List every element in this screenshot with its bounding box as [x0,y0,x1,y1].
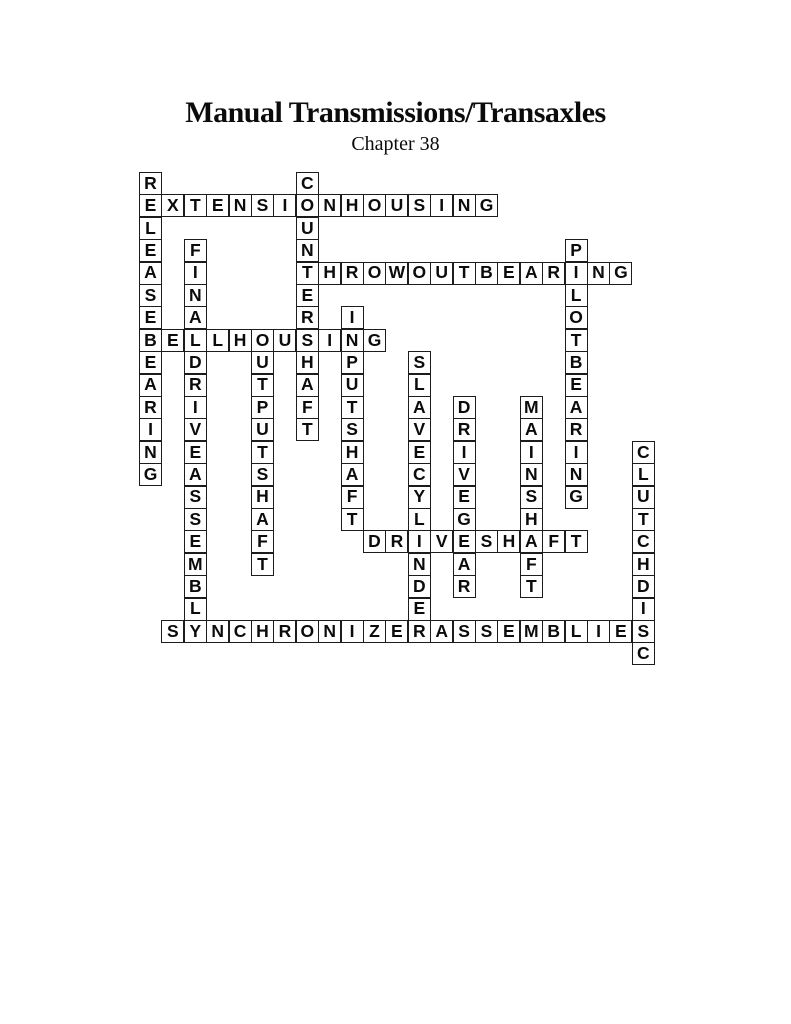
crossword-cell: U [273,329,296,352]
crossword-cell: S [475,530,498,553]
crossword-cell: L [408,374,431,397]
crossword-cell: A [184,463,207,486]
crossword-cell: R [341,262,364,285]
crossword-cell: T [565,530,588,553]
crossword-cell: O [296,194,319,217]
crossword-cell: E [139,351,162,374]
crossword-cell: T [341,396,364,419]
crossword-cell: S [139,284,162,307]
crossword-cell: G [139,463,162,486]
crossword-cell: D [408,575,431,598]
crossword-cell: X [161,194,184,217]
crossword-cell: D [184,351,207,374]
crossword-cell: S [296,329,319,352]
crossword-cell: V [453,463,476,486]
crossword-cell: B [475,262,498,285]
crossword-cell: N [520,463,543,486]
crossword-cell: U [385,194,408,217]
crossword-cell: F [341,486,364,509]
crossword-cell: I [341,306,364,329]
crossword-cell: H [632,553,655,576]
crossword-cell: C [296,172,319,195]
crossword-cell: E [408,598,431,621]
crossword-cell: E [497,262,520,285]
crossword-cell: E [408,441,431,464]
crossword-cell: T [341,508,364,531]
crossword-cell: H [251,620,274,643]
crossword-cell: C [229,620,252,643]
crossword-cell: G [363,329,386,352]
crossword-cell: I [565,441,588,464]
crossword-cell: D [363,530,386,553]
crossword-cell: I [453,441,476,464]
crossword-cell: N [206,620,229,643]
crossword-cell: U [251,351,274,374]
crossword-cell: A [341,463,364,486]
crossword-cell: I [139,418,162,441]
crossword-cell: U [341,374,364,397]
crossword-cell: S [520,486,543,509]
crossword-cell: E [453,486,476,509]
crossword-cell: M [520,620,543,643]
crossword-cell: U [632,486,655,509]
crossword-cell: T [296,418,319,441]
crossword-cell: R [385,530,408,553]
crossword-cell: L [565,620,588,643]
crossword-cell: I [632,598,655,621]
crossword-cell: A [184,306,207,329]
crossword-cell: R [296,306,319,329]
crossword-cell: A [430,620,453,643]
crossword-cell: S [408,351,431,374]
crossword-cell: D [453,396,476,419]
crossword-cell: W [385,262,408,285]
crossword-cell: Z [363,620,386,643]
crossword-cell: T [251,553,274,576]
crossword-cell: E [139,194,162,217]
crossword-cell: F [520,553,543,576]
crossword-cell: P [341,351,364,374]
crossword-cell: A [296,374,319,397]
crossword-cell: I [341,620,364,643]
crossword-cell: H [251,486,274,509]
crossword-cell: E [565,374,588,397]
crossword-cell: A [139,262,162,285]
crossword-cell: B [139,329,162,352]
crossword-cell: N [229,194,252,217]
crossword-cell: G [565,486,588,509]
crossword-cell: T [296,262,319,285]
crossword-cell: S [184,486,207,509]
crossword-cell: O [565,306,588,329]
crossword-cell: E [184,441,207,464]
crossword-cell: R [408,620,431,643]
crossword-cell: Y [408,486,431,509]
crossword-cell: V [184,418,207,441]
crossword-cell: S [251,463,274,486]
crossword-cell: T [520,575,543,598]
crossword-cell: E [139,306,162,329]
crossword-cell: N [184,284,207,307]
crossword-cell: H [341,194,364,217]
crossword-cell: L [184,329,207,352]
crossword-cell: A [565,396,588,419]
crossword-cell: V [430,530,453,553]
crossword-cell: I [318,329,341,352]
crossword-cell: F [251,530,274,553]
chapter-subtitle: Chapter 38 [351,133,440,155]
crossword-cell: Y [184,620,207,643]
crossword-cell: N [318,194,341,217]
crossword-cell: G [453,508,476,531]
crossword-cell: C [632,530,655,553]
crossword-cell: L [632,463,655,486]
crossword-cell: N [453,194,476,217]
crossword-cell: S [453,620,476,643]
crossword-cell: A [520,530,543,553]
crossword-cell: E [453,530,476,553]
crossword-cell: S [161,620,184,643]
crossword-cell: M [520,396,543,419]
crossword-cell: E [206,194,229,217]
crossword-cell: L [408,508,431,531]
crossword-cell: N [408,553,431,576]
crossword-cell: U [251,418,274,441]
crossword-cell: T [251,374,274,397]
crossword-cell: E [385,620,408,643]
crossword-cell: N [139,441,162,464]
crossword-cell: A [408,396,431,419]
crossword-cell: R [565,418,588,441]
crossword-cell: B [184,575,207,598]
crossword-cell: U [430,262,453,285]
crossword-cell: B [565,351,588,374]
crossword-cell: T [632,508,655,531]
crossword-cell: O [363,262,386,285]
crossword-cell: H [497,530,520,553]
crossword-cell: T [565,329,588,352]
crossword-cell: O [251,329,274,352]
crossword-cell: A [520,418,543,441]
crossword-cell: L [184,598,207,621]
crossword-cell: R [542,262,565,285]
crossword-cell: S [251,194,274,217]
crossword-cell: H [520,508,543,531]
crossword-cell: T [453,262,476,285]
crossword-cell: F [296,396,319,419]
crossword-cell: A [251,508,274,531]
crossword-cell: P [565,239,588,262]
crossword-cell: R [139,172,162,195]
crossword-cell: N [341,329,364,352]
crossword-cell: I [430,194,453,217]
crossword-cell: S [408,194,431,217]
crossword-cell: N [587,262,610,285]
crossword-cell: N [296,239,319,262]
crossword-cell: S [341,418,364,441]
crossword-cell: R [453,418,476,441]
crossword-cell: R [453,575,476,598]
crossword-cell: G [609,262,632,285]
crossword-cell: I [587,620,610,643]
crossword-cell: C [632,642,655,665]
crossword-cell: E [139,239,162,262]
crossword-cell: L [206,329,229,352]
crossword-cell: A [453,553,476,576]
crossword-cell: P [251,396,274,419]
crossword-cell: U [296,217,319,240]
crossword-cell: M [184,553,207,576]
crossword-cell: H [341,441,364,464]
crossword-cell: F [542,530,565,553]
crossword-cell: A [520,262,543,285]
crossword-cell: E [609,620,632,643]
crossword-cell: E [296,284,319,307]
crossword-grid [139,172,656,667]
crossword-cell: I [565,262,588,285]
crossword-cell: R [184,374,207,397]
crossword-cell: F [184,239,207,262]
crossword-cell: V [408,418,431,441]
crossword-cell: E [184,530,207,553]
crossword-cell: R [139,396,162,419]
crossword-cell: S [184,508,207,531]
page-title: Manual Transmissions/Transaxles [185,96,606,129]
crossword-cell: C [408,463,431,486]
crossword-cell: G [475,194,498,217]
crossword-cell: L [139,217,162,240]
crossword-cell: D [632,575,655,598]
crossword-cell: O [408,262,431,285]
crossword-cell: I [184,396,207,419]
crossword-cell: A [139,374,162,397]
crossword-cell: S [632,620,655,643]
crossword-cell: I [273,194,296,217]
crossword-cell: S [475,620,498,643]
crossword-cell: H [318,262,341,285]
crossword-cell: O [363,194,386,217]
crossword-cell: N [565,463,588,486]
crossword-cell: H [296,351,319,374]
crossword-cell: I [184,262,207,285]
crossword-cell: H [229,329,252,352]
crossword-cell: C [632,441,655,464]
crossword-cell: E [497,620,520,643]
crossword-cell: I [408,530,431,553]
crossword-cell: T [184,194,207,217]
crossword-cell: L [565,284,588,307]
crossword-cell: I [520,441,543,464]
crossword-cell: E [161,329,184,352]
crossword-cell: N [318,620,341,643]
crossword-cell: T [251,441,274,464]
crossword-cell: B [542,620,565,643]
crossword-cell: R [273,620,296,643]
crossword-cell: O [296,620,319,643]
